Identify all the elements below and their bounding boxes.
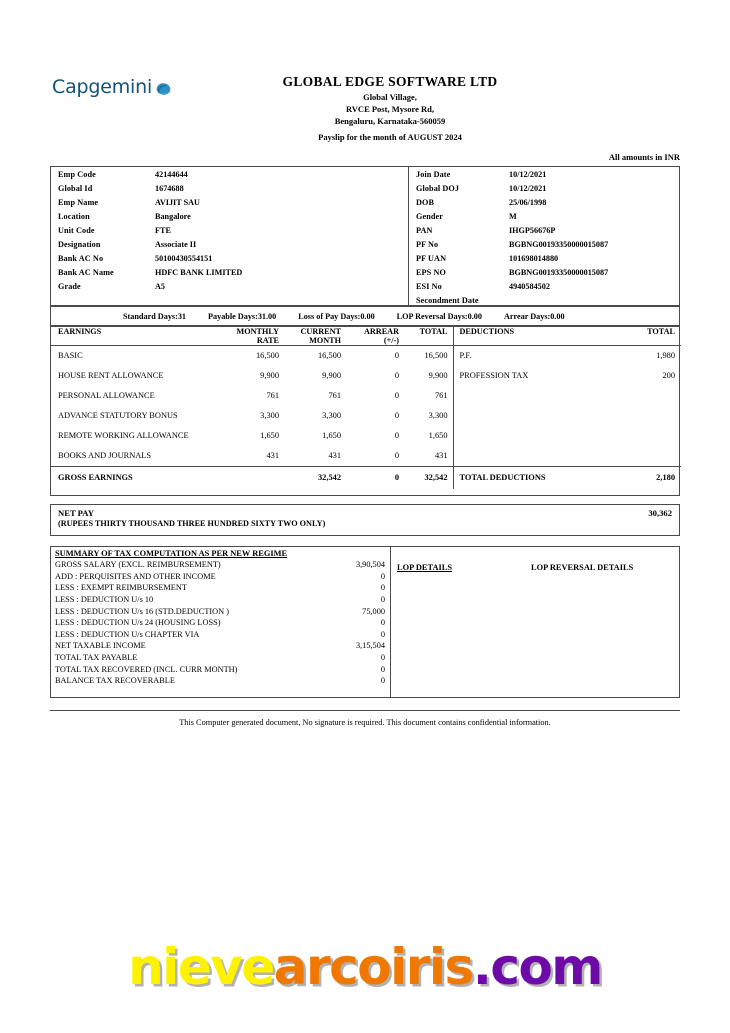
- deduction-total: [616, 406, 681, 426]
- tax-summary-row: [51, 629, 390, 641]
- attendance-days-strip: [50, 306, 680, 326]
- table-row: [51, 346, 681, 367]
- deduction-total: [616, 426, 681, 446]
- logo-wordmark: Capgemini: [52, 76, 153, 98]
- col-deductions-total-header: TOTAL: [616, 327, 681, 346]
- company-address-line-3: Bengaluru, Karnataka-560059: [334, 116, 446, 126]
- earning-arrear: 0: [394, 431, 399, 441]
- tax-summary-value: 0: [380, 583, 385, 593]
- col-deductions-header: DEDUCTIONS: [453, 327, 616, 346]
- employee-detail-row: [409, 279, 679, 293]
- watermark-part-3: .com: [472, 938, 602, 996]
- tax-summary-label: TOTAL TAX RECOVERED (INCL. CURR MONTH): [55, 664, 238, 674]
- employee-detail-value: Associate II: [155, 239, 197, 249]
- tax-summary-row: [51, 559, 390, 571]
- tax-summary-label: LESS : EXEMPT REIMBURSEMENT: [55, 583, 187, 593]
- employee-detail-row: [409, 195, 679, 209]
- earning-arrear: 0: [394, 351, 399, 361]
- tax-summary-label: LESS : DEDUCTION U/s CHAPTER VIA: [55, 629, 200, 639]
- employee-detail-value: 10/12/2021: [509, 169, 547, 179]
- footer-divider: [50, 710, 680, 711]
- table-row: [51, 366, 681, 386]
- col-current-month-header: [285, 327, 347, 346]
- gross-earnings-total: 32,542: [405, 467, 453, 490]
- tax-summary-row: [51, 663, 390, 675]
- tax-summary-label: LESS : DEDUCTION U/s 24 (HOUSING LOSS): [55, 618, 221, 628]
- employee-detail-value: 42144644: [155, 169, 188, 179]
- payslip-period: Payslip for the month of AUGUST 2024: [318, 132, 462, 142]
- employee-detail-value: 25/06/1998: [509, 197, 547, 207]
- earning-current-month: 16,500: [317, 351, 341, 361]
- company-block: [200, 74, 580, 142]
- capgemini-logo: [52, 76, 172, 98]
- tax-summary-label: BALANCE TAX RECOVERABLE: [55, 676, 175, 686]
- company-address-line-1: Global Village,: [363, 92, 417, 102]
- tax-summary-row: [51, 594, 390, 606]
- current-month-line-1: CURRENT: [300, 327, 341, 336]
- col-earnings-total-header: TOTAL: [405, 327, 453, 346]
- earning-arrear: 0: [394, 371, 399, 381]
- total-deductions-total: 2,180: [616, 467, 681, 490]
- employee-detail-row: [409, 265, 679, 279]
- employee-detail-row: [51, 167, 408, 181]
- employee-detail-row: [51, 195, 408, 209]
- employee-detail-value: M: [509, 211, 517, 221]
- tax-summary-value: 0: [380, 676, 385, 686]
- earning-name: BASIC: [58, 351, 83, 361]
- employee-detail-label: Global DOJ: [416, 183, 460, 193]
- earning-total: 431: [434, 451, 448, 461]
- monthly-rate-line-2: RATE: [256, 336, 279, 346]
- employee-detail-label: Location: [58, 211, 90, 221]
- deduction-total: 200: [662, 371, 675, 381]
- employee-detail-row: [51, 209, 408, 223]
- net-pay-box: [50, 504, 680, 536]
- deduction-name: P.F.: [453, 346, 616, 367]
- earning-name: PERSONAL ALLOWANCE: [58, 391, 155, 401]
- employee-detail-label: PAN: [416, 225, 433, 235]
- lop-reversal-details-title: LOP REVERSAL DETAILS: [531, 563, 634, 572]
- lop-panel: [391, 547, 679, 697]
- employee-detail-value: 4940584502: [509, 281, 550, 291]
- employee-detail-row: [409, 237, 679, 251]
- employee-detail-value: 1674688: [155, 183, 184, 193]
- tax-summary-value: 0: [380, 571, 385, 581]
- earning-arrear: 0: [394, 391, 399, 401]
- attendance-day-item: LOP Reversal Days:0.00: [396, 311, 482, 321]
- footer-disclaimer: This Computer generated document, No signature is required. This document contains confidential information.: [179, 718, 551, 727]
- earning-monthly-rate: 16,500: [255, 351, 279, 361]
- attendance-day-item: Loss of Pay Days:0.00: [298, 311, 375, 321]
- tax-summary-value: 3,15,504: [355, 641, 385, 651]
- earning-name: ADVANCE STATUTORY BONUS: [58, 411, 178, 421]
- employee-detail-label: Unit Code: [58, 225, 95, 235]
- employee-detail-label: Join Date: [416, 169, 451, 179]
- company-address-line-2: RVCE Post, Mysore Rd,: [345, 104, 435, 114]
- earning-current-month: 431: [328, 451, 341, 461]
- tax-summary-and-lop: [50, 546, 680, 698]
- net-pay-label: NET PAY: [58, 508, 94, 518]
- watermark-part-1: nieve: [128, 938, 274, 996]
- deduction-name: [453, 386, 616, 406]
- employee-detail-label: Grade: [58, 281, 81, 291]
- earning-current-month: 1,650: [322, 431, 341, 441]
- earning-current-month: 9,900: [322, 371, 341, 381]
- earnings-deductions-grid: [51, 327, 681, 489]
- employee-detail-label: Bank AC Name: [58, 267, 114, 277]
- employee-detail-value: IHGP56676P: [509, 225, 556, 235]
- tax-summary-row: [51, 675, 390, 687]
- employee-detail-value: Bangalore: [155, 211, 191, 221]
- earning-monthly-rate: 3,300: [260, 411, 279, 421]
- attendance-day-item: Arrear Days:0.00: [503, 311, 565, 321]
- tax-summary-label: TOTAL TAX PAYABLE: [55, 653, 138, 663]
- employee-detail-label: DOB: [416, 197, 435, 207]
- employee-detail-label: Emp Name: [58, 197, 99, 207]
- document-header: [0, 62, 730, 152]
- earning-monthly-rate: 9,900: [260, 371, 279, 381]
- earning-total: 761: [434, 391, 448, 401]
- tax-summary-label: GROSS SALARY (EXCL. REIMBURSEMENT): [55, 560, 221, 570]
- employee-detail-row: [409, 167, 679, 181]
- employee-detail-value: A5: [155, 281, 166, 291]
- employee-detail-row: [409, 209, 679, 223]
- employee-detail-label: ESI No: [416, 281, 442, 291]
- employee-detail-row: [51, 251, 408, 265]
- employee-detail-label: PF UAN: [416, 253, 447, 263]
- employee-detail-row: [409, 181, 679, 195]
- table-row: [51, 446, 681, 467]
- employee-detail-label: Global Id: [58, 183, 93, 193]
- earning-current-month: 761: [328, 391, 341, 401]
- deduction-name: PROFESSION TAX: [453, 366, 616, 386]
- watermark-part-2: arcoiris: [273, 938, 473, 996]
- deduction-total: [616, 386, 681, 406]
- employee-detail-label: Designation: [58, 239, 101, 249]
- tax-summary-row: [51, 640, 390, 652]
- tax-summary-value: 0: [380, 653, 385, 663]
- table-header-row: [51, 327, 681, 346]
- earning-current-month: 3,300: [322, 411, 341, 421]
- earning-name: BOOKS AND JOURNALS: [58, 451, 152, 461]
- employee-detail-value: 101698014880: [509, 253, 559, 263]
- tax-summary-label: LESS : DEDUCTION U/s 16 (STD.DEDUCTION ): [55, 606, 229, 616]
- monthly-rate-line-1: MONTHLY: [236, 327, 279, 336]
- tax-summary-label: NET TAXABLE INCOME: [55, 641, 146, 651]
- earnings-deductions-table: [50, 326, 680, 496]
- lop-details-title: LOP DETAILS: [397, 563, 452, 572]
- employee-detail-value: BGBNG00193350000015087: [509, 239, 609, 249]
- tax-summary-value: 0: [380, 618, 385, 628]
- tax-summary-row: [51, 617, 390, 629]
- table-row: [51, 386, 681, 406]
- employee-detail-row: [51, 223, 408, 237]
- tax-summary-row: [51, 652, 390, 664]
- earning-total: 3,300: [428, 411, 448, 421]
- employee-detail-value: BGBNG00193350000015087: [509, 267, 609, 277]
- total-deductions-label: TOTAL DEDUCTIONS: [453, 467, 616, 490]
- tax-summary-label: ADD : PERQUISITES AND OTHER INCOME: [55, 571, 216, 581]
- deduction-name: [453, 426, 616, 446]
- earning-monthly-rate: 1,650: [260, 431, 279, 441]
- attendance-day-item: Payable Days:31.00: [208, 311, 277, 321]
- employee-detail-label: PF No: [416, 239, 439, 249]
- employee-detail-row: [409, 251, 679, 265]
- table-row: [51, 426, 681, 446]
- earning-total: 9,900: [428, 371, 448, 381]
- attendance-day-item: Standard Days:31: [123, 311, 187, 321]
- employee-detail-value: 50100430554151: [155, 253, 213, 263]
- earning-name: HOUSE RENT ALLOWANCE: [58, 371, 164, 381]
- net-pay-amount: 30,362: [648, 508, 672, 518]
- arrear-line-1: ARREAR: [363, 327, 399, 336]
- employee-details-left-column: [51, 167, 409, 305]
- employee-detail-value: 10/12/2021: [509, 183, 547, 193]
- earning-arrear: 0: [394, 451, 399, 461]
- current-month-line-2: MONTH: [309, 336, 341, 346]
- employee-details-right-column: [409, 167, 679, 305]
- deduction-name: [453, 406, 616, 426]
- gross-earnings-rate: [223, 467, 285, 490]
- employee-detail-value: FTE: [155, 225, 171, 235]
- tax-summary-value: 0: [380, 629, 385, 639]
- deduction-name: [453, 446, 616, 467]
- employee-detail-row: [409, 223, 679, 237]
- employee-detail-value: HDFC BANK LIMITED: [155, 267, 243, 277]
- earning-name: REMOTE WORKING ALLOWANCE: [58, 431, 189, 441]
- employee-detail-label: Gender: [416, 211, 443, 221]
- col-arrear-header: [347, 327, 405, 346]
- gross-earnings-arrear: 0: [347, 467, 405, 490]
- tax-summary-row: [51, 571, 390, 583]
- deduction-total: 1,980: [656, 351, 675, 361]
- totals-row: [51, 467, 681, 490]
- employee-details-table: [50, 166, 680, 306]
- tax-summary-value: 3,90,504: [355, 560, 385, 570]
- earning-monthly-rate: 431: [266, 451, 279, 461]
- tax-summary-value: 0: [380, 664, 385, 674]
- col-monthly-rate-header: [223, 327, 285, 346]
- employee-detail-label: Bank AC No: [58, 253, 104, 263]
- employee-detail-label: Secondment Date: [416, 295, 479, 305]
- tax-summary-title: SUMMARY OF TAX COMPUTATION AS PER NEW REGIME: [55, 549, 288, 558]
- earning-arrear: 0: [394, 411, 399, 421]
- employee-detail-row: [51, 181, 408, 195]
- employee-detail-row: [51, 279, 408, 293]
- earning-monthly-rate: 761: [266, 391, 279, 401]
- net-pay-in-words: (RUPEES THIRTY THOUSAND THREE HUNDRED SIXTY TWO ONLY): [58, 519, 326, 528]
- deduction-total: [616, 446, 681, 467]
- company-name: GLOBAL EDGE SOFTWARE LTD: [282, 74, 498, 89]
- col-earnings-header: EARNINGS: [51, 327, 223, 346]
- capgemini-swoosh-icon: [154, 81, 172, 97]
- tax-summary-value: 0: [380, 595, 385, 605]
- site-watermark: [0, 938, 730, 996]
- gross-earnings-label: GROSS EARNINGS: [51, 467, 223, 490]
- currency-note: All amounts in INR: [608, 152, 680, 162]
- earning-total: 16,500: [424, 351, 448, 361]
- employee-detail-label: Emp Code: [58, 169, 96, 179]
- arrear-line-2: (+/-): [383, 336, 399, 346]
- employee-detail-row: [51, 265, 408, 279]
- employee-detail-row: [409, 293, 679, 307]
- employee-detail-value: AVIJIT SAU: [155, 197, 200, 207]
- table-row: [51, 406, 681, 426]
- gross-earnings-current: 32,542: [285, 467, 347, 490]
- tax-summary-value: 75,000: [362, 606, 385, 616]
- employee-detail-row: [51, 237, 408, 251]
- tax-computation-panel: [51, 547, 391, 697]
- tax-summary-row: [51, 582, 390, 594]
- employee-detail-label: EPS NO: [416, 267, 446, 277]
- tax-summary-row: [51, 605, 390, 617]
- earning-total: 1,650: [428, 431, 448, 441]
- tax-summary-label: LESS : DEDUCTION U/s 10: [55, 595, 154, 605]
